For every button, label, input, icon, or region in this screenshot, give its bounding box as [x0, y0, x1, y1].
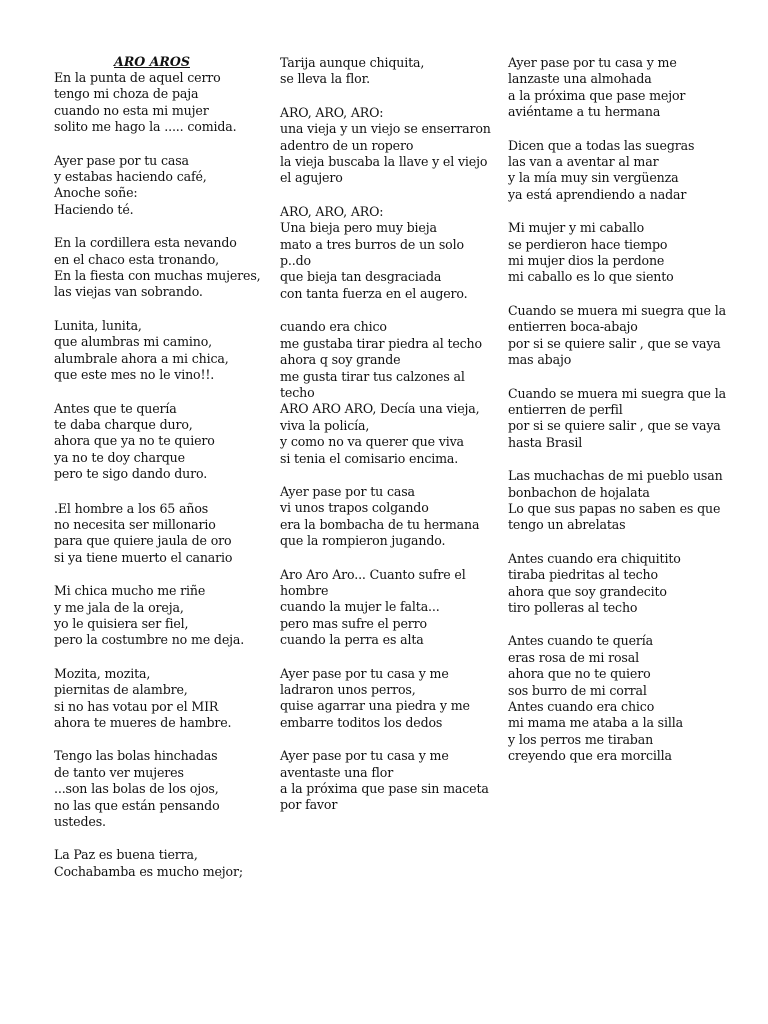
verse-line: si ya tiene muerto el canario [54, 549, 233, 565]
verse-stanza [280, 204, 485, 302]
verse-line: En la fiesta con muchas mujeres, [54, 268, 261, 284]
verse-line: Lunita, lunita, [54, 317, 142, 333]
verse-line: se lleva la flor. [280, 71, 370, 87]
verse-line: Antes cuando era chiquitito [508, 550, 681, 566]
verse-line: y estabas haciendo café, [54, 169, 207, 185]
verse-line: Tengo las bolas hinchadas [54, 748, 218, 764]
verse-line: cuando era chico [280, 319, 387, 335]
verse-line: entierren boca-abajo [508, 319, 638, 335]
verse-line: y los perros me tiraban [508, 731, 654, 747]
verse-stanza [508, 302, 726, 369]
verse-stanza [508, 55, 716, 121]
verse-line: Lo que sus papas no saben es que [508, 500, 721, 516]
verse-line: ARO ARO ARO, Decía una vieja, [280, 401, 480, 417]
verse-line: me gusta tirar tus calzones al [280, 368, 465, 384]
verse-line: Cuando se muera mi suegra que la [508, 385, 726, 401]
verse-stanza [54, 666, 250, 732]
verse-line: Mozita, mozita, [54, 665, 151, 681]
verse-line: ladraron unos perros, [280, 682, 416, 697]
column-3 [508, 55, 726, 782]
verse-stanza [54, 847, 250, 880]
verse-stanza [54, 501, 250, 567]
verse-line: Una bieja pero muy bieja [280, 220, 437, 236]
column-3-stanzas [508, 55, 726, 765]
verse-line: techo [280, 384, 315, 400]
verse-line: entierren de perfil [508, 401, 623, 417]
page-title: ARO AROS [114, 54, 190, 69]
verse-line: Haciendo té. [54, 201, 134, 217]
verse-line: Cuando se muera mi suegra que la [508, 302, 726, 318]
verse-line: cuando no esta mi mujer [54, 102, 209, 118]
verse-line: Dicen que a todas las suegras [508, 137, 695, 153]
verse-line: me gustaba tirar piedra al techo [280, 335, 482, 351]
verse-stanza [508, 385, 726, 452]
verse-line: ahora que ya no te quiero [54, 433, 215, 449]
verse-line: Ayer pase por tu casa y me [280, 748, 449, 764]
verse-line: ahora te mueres de hambre. [54, 715, 232, 730]
verse-line: por si se quiere salir , que se vaya [508, 418, 721, 434]
verse-stanza [54, 235, 261, 301]
verse-line: una vieja y un viejo se enserraron [280, 121, 491, 137]
verse-stanza [54, 583, 250, 649]
verse-line: sos burro de mi corral [508, 682, 647, 698]
verse-line: hasta Brasil [508, 434, 583, 450]
verse-line: se perdieron hace tiempo [508, 236, 668, 252]
verse-line: ahora que soy grandecito [508, 583, 667, 599]
verse-line: bonbachon de hojalata [508, 484, 650, 500]
verse-line: ustedes. [54, 814, 106, 830]
verse-line: adentro de un ropero [280, 137, 414, 153]
verse-line: de tanto ver mujeres [54, 764, 184, 780]
verse-line: en el chaco esta tronando, [54, 251, 219, 267]
column-1 [54, 54, 261, 897]
verse-line: la vieja buscaba la llave y el viejo [280, 154, 488, 170]
verse-line: La Paz es buena tierra, [54, 847, 198, 863]
verse-line: Anoche soñe: [54, 185, 138, 201]
verse-line: Antes cuando te quería [508, 633, 654, 649]
verse-line: vi unos trapos colgando [280, 500, 429, 516]
verse-line: por favor [280, 797, 338, 813]
verse-line: creyendo que era morcilla [508, 748, 672, 764]
verse-line: Aro Aro Aro... Cuanto sufre el [280, 566, 466, 582]
verse-line: era la bombacha de tu hermana [280, 516, 480, 532]
verse-stanza [508, 220, 716, 286]
verse-line: a la próxima que pase mejor [508, 87, 686, 103]
verse-line: eras rosa de mi rosal [508, 649, 639, 665]
verse-line: ya está aprendiendo a nadar [508, 186, 687, 202]
verse-line: y me jala de la oreja, [54, 599, 184, 615]
verse-stanza [280, 567, 485, 649]
verse-stanza [54, 153, 250, 219]
verse-line: mi mama me ataba a la silla [508, 715, 683, 731]
verse-stanza [508, 633, 716, 764]
verse-line: viva la policía, [280, 417, 370, 433]
verse-stanza [280, 666, 485, 732]
column-2-stanzas [280, 55, 491, 814]
verse-stanza [54, 748, 250, 830]
verse-line: Tarija aunque chiquita, [280, 55, 425, 70]
verse-line: p..do [280, 253, 311, 269]
verse-line: Cochabamba es mucho mejor; [54, 863, 243, 879]
verse-line: hombre [280, 582, 329, 598]
verse-stanza [508, 551, 716, 617]
verse-line: Mi mujer y mi caballo [508, 220, 645, 236]
verse-line: alumbrale ahora a mi chica, [54, 350, 229, 366]
verse-stanza [280, 55, 485, 88]
verse-stanza [54, 318, 250, 384]
verse-line: y como no va querer que viva [280, 434, 464, 450]
verse-line: que bieja tan desgraciada [280, 269, 442, 285]
verse-line: piernitas de alambre, [54, 682, 188, 698]
verse-line: aviéntame a tu hermana [508, 104, 661, 120]
verse-stanza [280, 484, 485, 550]
verse-line: tengo mi choza de paja [54, 86, 199, 102]
verse-line: lanzaste una almohada [508, 71, 652, 87]
verse-line: En la punta de aquel cerro [54, 70, 221, 85]
verse-line: mi caballo es lo que siento [508, 269, 674, 285]
verse-line: no las que están pensando [54, 797, 220, 813]
verse-line: mato a tres burros de un solo [280, 236, 464, 252]
verse-line: Ayer pase por tu casa y me [508, 55, 677, 70]
verse-line: ya no te doy charque [54, 449, 185, 465]
verse-line: pero te sigo dando duro. [54, 466, 208, 482]
verse-line: cuando la mujer le falta... [280, 599, 440, 615]
verse-line: quise agarrar una piedra y me [280, 698, 470, 714]
verse-line: Antes cuando era chico [508, 699, 655, 714]
verse-line: ARO, ARO, ARO: [280, 203, 384, 219]
verse-line: si no has votau por el MIR [54, 698, 219, 714]
verse-stanza [280, 748, 489, 814]
verse-line: Mi chica mucho me riñe [54, 583, 206, 599]
verse-line: que alumbras mi camino, [54, 334, 213, 350]
verse-line: Ayer pase por tu casa y me [280, 665, 449, 681]
verse-line: si tenia el comisario encima. [280, 450, 459, 466]
verse-line: te daba charque duro, [54, 416, 193, 432]
verse-line: pero la costumbre no me deja. [54, 632, 245, 648]
verse-line: no necesita ser millonario [54, 516, 216, 532]
verse-line: tiraba piedritas al techo [508, 567, 658, 583]
verse-line: En la cordillera esta nevando [54, 235, 237, 251]
verse-line: tiro polleras al techo [508, 599, 638, 615]
verse-line: .El hombre a los 65 años [54, 500, 209, 516]
column-1-stanzas [54, 70, 261, 880]
verse-line: mas abajo [508, 352, 572, 368]
verse-line: ahora que no te quiero [508, 666, 651, 682]
verse-line: a la próxima que pase sin maceta [280, 781, 489, 797]
verse-line: el agujero [280, 170, 343, 186]
verse-line: Las muchachas de mi pueblo usan [508, 468, 723, 484]
verse-line: embarre toditos los dedos [280, 714, 443, 730]
verse-stanza [54, 401, 250, 483]
verse-line: ...son las bolas de los ojos, [54, 781, 219, 797]
column-2 [280, 55, 491, 831]
verse-line: solito me hago la ..... comida. [54, 119, 237, 135]
verse-stanza [508, 138, 716, 204]
verse-line: ARO, ARO, ARO: [280, 104, 384, 120]
verse-line: las van a aventar al mar [508, 154, 659, 170]
verse-line: aventaste una flor [280, 764, 394, 780]
verse-line: por si se quiere salir , que se vaya [508, 335, 721, 351]
verse-stanza [280, 104, 491, 187]
verse-line: yo le quisiera ser fiel, [54, 615, 189, 631]
verse-line: para que quiere jaula de oro [54, 533, 232, 549]
verse-line: con tanta fuerza en el augero. [280, 285, 468, 301]
verse-line: tengo un abrelatas [508, 517, 626, 533]
verse-stanza [508, 468, 723, 534]
verse-line: Ayer pase por tu casa [54, 152, 189, 168]
verse-line: mi mujer dios la perdone [508, 253, 665, 269]
verse-line: cuando la perra es alta [280, 632, 424, 648]
verse-line: que este mes no le vino!!. [54, 367, 215, 383]
verse-line: y la mía muy sin vergüenza [508, 170, 679, 186]
verse-line: ahora q soy grande [280, 352, 401, 368]
verse-stanza [54, 70, 250, 136]
verse-line: las viejas van sobrando. [54, 284, 203, 300]
verse-line: que la rompieron jugando. [280, 533, 446, 549]
verse-stanza [280, 319, 485, 467]
verse-line: Ayer pase por tu casa [280, 483, 415, 499]
verse-line: Antes que te quería [54, 400, 177, 416]
verse-line: pero mas sufre el perro [280, 615, 427, 631]
